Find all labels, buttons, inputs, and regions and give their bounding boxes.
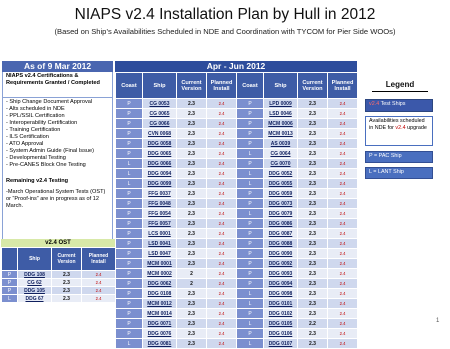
current-version-cell: 2.3 (177, 149, 207, 159)
current-version-cell: 2.3 (177, 259, 207, 269)
coast-cell: L (116, 339, 143, 349)
planned-install-cell: 2.4 (328, 269, 358, 279)
coast-cell: P (237, 199, 264, 209)
planned-install-cell: 2.4 (207, 219, 237, 229)
planned-install-cell: 2.4 (82, 271, 116, 279)
coast-cell: L (237, 289, 264, 299)
schedule-row (116, 249, 358, 259)
coast-cell: P (237, 309, 264, 319)
planned-install-cell: 2.4 (328, 229, 358, 239)
schedule-row (116, 299, 358, 309)
planned-install-cell: 2.4 (328, 219, 358, 229)
coast-cell: P (237, 219, 264, 229)
page-number: 1 (436, 318, 440, 324)
ship-cell[interactable]: DDG 0092 (264, 259, 298, 269)
ost-table (1, 247, 116, 303)
current-version-cell: 2.3 (177, 189, 207, 199)
current-version-cell: 2.3 (177, 209, 207, 219)
planned-install-cell: 2.4 (328, 179, 358, 189)
ship-cell[interactable]: DDG 0058 (143, 139, 177, 149)
schedule-column-header: Coast (116, 73, 143, 99)
coast-cell: P (116, 129, 143, 139)
current-version-cell: 2.3 (298, 129, 328, 139)
current-version-cell: 2.3 (298, 289, 328, 299)
ship-cell: DDG 105 (18, 287, 52, 295)
legend-avail-text-a: Availabilities scheduled in NDE for (369, 118, 425, 131)
planned-install-cell: 2.4 (328, 209, 358, 219)
schedule-row (116, 239, 358, 249)
ost-row (2, 295, 116, 303)
planned-install-cell: 2.4 (328, 249, 358, 259)
schedule-row (116, 179, 358, 189)
current-version-cell: 2.3 (298, 269, 328, 279)
schedule-row (116, 129, 358, 139)
current-version-cell: 2 (177, 279, 207, 289)
ost-row (2, 271, 116, 279)
coast-cell: P (116, 259, 143, 269)
coast-cell: P (116, 269, 143, 279)
schedule-column-header: Current Version (298, 73, 328, 99)
certification-item: - Developmental Testing (6, 155, 66, 161)
planned-install-cell: 2.4 (328, 139, 358, 149)
ship-cell[interactable]: DDG 0094 (143, 169, 177, 179)
status-panel (2, 61, 113, 265)
planned-install-cell: 2.4 (207, 189, 237, 199)
coast-cell: P (116, 239, 143, 249)
ship-cell[interactable]: DDG 0106 (264, 329, 298, 339)
ship-cell[interactable]: CG 0066 (143, 119, 177, 129)
ship-cell[interactable]: DDG 0071 (143, 319, 177, 329)
coast-cell: P (116, 299, 143, 309)
current-version-cell: 2.3 (177, 129, 207, 139)
ship-cell[interactable]: LSD 0046 (264, 109, 298, 119)
current-version-cell: 2.3 (298, 299, 328, 309)
planned-install-cell: 2.4 (207, 269, 237, 279)
planned-install-cell: 2.4 (328, 169, 358, 179)
certification-item: - Alts scheduled in NDE (6, 106, 65, 112)
planned-install-cell: 2.4 (328, 339, 358, 349)
planned-install-cell: 2.4 (207, 239, 237, 249)
ship-cell[interactable]: CG 0064 (264, 149, 298, 159)
ship-cell[interactable]: DDG 0087 (264, 229, 298, 239)
status-date-header: As of 9 Mar 2012 (2, 61, 113, 72)
coast-cell: L (116, 169, 143, 179)
coast-cell: P (237, 129, 264, 139)
schedule-row (116, 289, 358, 299)
current-version-cell: 2.3 (177, 119, 207, 129)
ship-cell[interactable]: FFG 0037 (143, 189, 177, 199)
schedule-row (116, 119, 358, 129)
ship-cell: DDG 67 (18, 295, 52, 303)
schedule-row (116, 189, 358, 199)
coast-cell: P (2, 271, 18, 279)
coast-cell: L (237, 299, 264, 309)
ship-cell[interactable]: FFG 0048 (143, 199, 177, 209)
current-version-cell: 2.3 (52, 295, 82, 303)
page-subtitle: (Based on Ship’s Availabilities Scheduled in NDE and Coordination with TYCOM for Pier Side WOOs) (54, 27, 396, 36)
planned-install-cell: 2.4 (207, 319, 237, 329)
ship-cell[interactable]: DDG 0079 (264, 209, 298, 219)
coast-cell: L (237, 209, 264, 219)
planned-install-cell: 2.4 (207, 99, 237, 109)
ship-cell[interactable]: DDG 0086 (264, 219, 298, 229)
certification-item: - System Admin Guide (Final Issue) (6, 148, 94, 154)
ost-column-header: Current Version (52, 248, 82, 271)
planned-install-cell: 2.4 (207, 179, 237, 189)
planned-install-cell: 2.4 (207, 259, 237, 269)
ship-cell[interactable]: FFG 0054 (143, 209, 177, 219)
certification-item: - Training Certification (6, 127, 61, 133)
coast-cell: P (2, 287, 18, 295)
coast-cell: P (237, 159, 264, 169)
coast-cell: L (116, 179, 143, 189)
current-version-cell: 2.3 (298, 159, 328, 169)
legend-title: Legend (385, 80, 415, 89)
current-version-cell: 2.3 (298, 209, 328, 219)
remaining-testing-text: -March Operational System Tests (OST) or “Proof-ins” are in progress as of 12 March. (6, 189, 106, 209)
current-version-cell: 2.3 (177, 229, 207, 239)
planned-install-cell: 2.4 (207, 149, 237, 159)
ost-header: v2.4 OST (1, 239, 115, 247)
coast-cell: L (237, 179, 264, 189)
coast-cell: L (116, 159, 143, 169)
planned-install-cell: 2.4 (207, 299, 237, 309)
ship-cell[interactable]: LCS 0001 (143, 229, 177, 239)
planned-install-cell: 2.4 (207, 119, 237, 129)
coast-cell: P (237, 99, 264, 109)
planned-install-cell: 2.4 (328, 149, 358, 159)
current-version-cell: 2.3 (298, 279, 328, 289)
coast-cell: P (237, 109, 264, 119)
coast-cell: P (116, 219, 143, 229)
ship-cell: CG 62 (18, 279, 52, 287)
ship-cell: DDG 108 (18, 271, 52, 279)
ost-column-header (2, 248, 18, 271)
legend-test-ships-version: v2.4 (369, 101, 380, 107)
coast-cell: P (116, 229, 143, 239)
planned-install-cell: 2.4 (207, 279, 237, 289)
ship-cell[interactable]: DDG 0066 (143, 159, 177, 169)
planned-install-cell: 2.4 (207, 329, 237, 339)
remaining-testing-title: Remaining v2.4 Testing (6, 178, 69, 184)
coast-cell: P (237, 229, 264, 239)
ship-cell[interactable]: DDG 0093 (264, 269, 298, 279)
ship-cell[interactable]: DDG 0076 (143, 329, 177, 339)
legend-avail-text-b: upgrade (405, 124, 427, 131)
schedule-row (116, 339, 358, 349)
planned-install-cell: 2.4 (328, 279, 358, 289)
current-version-cell: 2.3 (52, 271, 82, 279)
ship-cell[interactable]: LSD 0047 (143, 249, 177, 259)
schedule-column-header: Ship (143, 73, 177, 99)
planned-install-cell: 2.4 (328, 99, 358, 109)
legend-test-ships-label: Test Ships (379, 101, 406, 107)
planned-install-cell: 2.4 (207, 229, 237, 239)
planned-install-cell: 2.4 (207, 139, 237, 149)
planned-install-cell: 2.4 (328, 199, 358, 209)
schedule-column-header: Coast (237, 73, 264, 99)
ship-cell[interactable]: DDG 0081 (143, 339, 177, 349)
coast-cell: P (237, 119, 264, 129)
certification-item: - Pre-CANES Block One Testing (6, 162, 86, 168)
current-version-cell: 2.3 (52, 287, 82, 295)
ost-panel (1, 239, 115, 303)
current-version-cell: 2.3 (177, 319, 207, 329)
legend-availabilities (365, 116, 433, 146)
coast-cell: P (116, 209, 143, 219)
coast-cell: P (237, 139, 264, 149)
planned-install-cell: 2.4 (328, 129, 358, 139)
current-version-cell: 2 (177, 269, 207, 279)
ship-cell[interactable]: CG 0065 (143, 109, 177, 119)
legend-underline (372, 91, 428, 92)
certification-item: - PPL/SSIL Certification (6, 113, 65, 119)
ship-cell[interactable]: DDG 0090 (264, 249, 298, 259)
coast-cell: P (237, 279, 264, 289)
schedule-period-header: Apr - Jun 2012 (115, 61, 357, 72)
current-version-cell: 2.3 (52, 279, 82, 287)
planned-install-cell: 2.4 (207, 249, 237, 259)
coast-cell: P (116, 249, 143, 259)
ship-cell[interactable]: MCM 0014 (143, 309, 177, 319)
certification-item: - ILS Certification (6, 134, 49, 140)
ship-cell[interactable]: MCM 0012 (143, 299, 177, 309)
install-table (115, 72, 358, 349)
ship-cell[interactable]: DDG 0102 (264, 309, 298, 319)
coast-cell: P (116, 289, 143, 299)
current-version-cell: 2.3 (298, 199, 328, 209)
schedule-row (116, 259, 358, 269)
coast-cell: P (116, 99, 143, 109)
planned-install-cell: 2.4 (82, 295, 116, 303)
ship-cell[interactable]: LPD 0009 (264, 99, 298, 109)
schedule-row (116, 279, 358, 289)
planned-install-cell: 2.4 (207, 159, 237, 169)
schedule-row (116, 269, 358, 279)
current-version-cell: 2.3 (298, 149, 328, 159)
coast-cell: P (116, 319, 143, 329)
current-version-cell: 2.3 (177, 249, 207, 259)
schedule-row (116, 319, 358, 329)
planned-install-cell: 2.4 (328, 319, 358, 329)
current-version-cell: 2.3 (298, 219, 328, 229)
coast-cell: P (116, 109, 143, 119)
schedule-row (116, 199, 358, 209)
planned-install-cell: 2.4 (328, 119, 358, 129)
certification-item: - Interoperability Certification (6, 120, 78, 126)
current-version-cell: 2.3 (177, 219, 207, 229)
ship-cell[interactable]: CVN 0068 (143, 129, 177, 139)
ship-cell[interactable]: CG 0070 (264, 159, 298, 169)
current-version-cell: 2.3 (298, 139, 328, 149)
schedule-row (116, 139, 358, 149)
ship-cell[interactable]: MCM 0002 (143, 269, 177, 279)
legend-lant-ship: L = LANT Ship (365, 167, 433, 179)
schedule-row (116, 109, 358, 119)
schedule-column-header: Planned Install (207, 73, 237, 99)
planned-install-cell: 2.4 (207, 209, 237, 219)
schedule-column-header: Planned Install (328, 73, 358, 99)
ship-cell[interactable]: DDG 0105 (264, 319, 298, 329)
current-version-cell: 2.3 (177, 289, 207, 299)
ship-cell[interactable]: DDG 0052 (264, 169, 298, 179)
legend-avail-version: v2.4 (395, 124, 406, 131)
ship-cell[interactable]: MCM 0001 (143, 259, 177, 269)
current-version-cell: 2.3 (177, 109, 207, 119)
certifications-list (6, 99, 109, 169)
planned-install-cell: 2.4 (82, 279, 116, 287)
coast-cell: L (2, 295, 18, 303)
ship-cell[interactable]: DDG 0059 (264, 189, 298, 199)
current-version-cell: 2.3 (177, 99, 207, 109)
current-version-cell: 2.3 (298, 99, 328, 109)
ship-cell[interactable]: CG 0053 (143, 99, 177, 109)
current-version-cell: 2.3 (298, 249, 328, 259)
coast-cell: P (237, 239, 264, 249)
current-version-cell: 2.3 (298, 339, 328, 349)
planned-install-cell: 2.4 (207, 309, 237, 319)
ost-column-header: Planned Install (82, 248, 116, 271)
current-version-cell: 2.3 (177, 139, 207, 149)
coast-cell: P (2, 279, 18, 287)
ost-column-header: Ship (18, 248, 52, 271)
current-version-cell: 2.3 (177, 169, 207, 179)
coast-cell: L (237, 149, 264, 159)
schedule-column-header: Ship (264, 73, 298, 99)
ship-cell[interactable]: DDG 0098 (264, 289, 298, 299)
current-version-cell: 2.3 (298, 259, 328, 269)
schedule-column-header: Current Version (177, 73, 207, 99)
coast-cell: P (237, 269, 264, 279)
ship-cell[interactable]: DDG 0107 (264, 339, 298, 349)
legend-test-ships (365, 99, 433, 112)
coast-cell: P (116, 189, 143, 199)
planned-install-cell: 2.4 (207, 109, 237, 119)
certification-item: - ATO Approval (6, 141, 44, 147)
planned-install-cell: 2.4 (207, 169, 237, 179)
ship-cell[interactable]: MCM 0006 (264, 119, 298, 129)
planned-install-cell: 2.4 (328, 329, 358, 339)
coast-cell: L (237, 169, 264, 179)
planned-install-cell: 2.4 (328, 299, 358, 309)
planned-install-cell: 2.4 (328, 289, 358, 299)
planned-install-cell: 2.4 (328, 239, 358, 249)
current-version-cell: 2.3 (177, 309, 207, 319)
ship-cell[interactable]: DDG 0088 (264, 239, 298, 249)
current-version-cell: 2.3 (298, 169, 328, 179)
planned-install-cell: 2.4 (328, 159, 358, 169)
schedule-row (116, 149, 358, 159)
ship-cell[interactable]: DDG 0108 (143, 289, 177, 299)
ship-cell[interactable]: DDG 0099 (143, 179, 177, 189)
ship-cell[interactable]: DDG 0073 (264, 199, 298, 209)
schedule-row (116, 219, 358, 229)
planned-install-cell: 2.4 (328, 189, 358, 199)
schedule-row (116, 229, 358, 239)
current-version-cell: 2.3 (298, 229, 328, 239)
coast-cell: P (116, 309, 143, 319)
ship-cell[interactable]: DDG 0065 (143, 149, 177, 159)
coast-cell: P (237, 329, 264, 339)
ship-cell[interactable]: FFG 0057 (143, 219, 177, 229)
current-version-cell: 2.3 (177, 179, 207, 189)
ship-cell[interactable]: DDG 0101 (264, 299, 298, 309)
current-version-cell: 2.2 (298, 319, 328, 329)
schedule-row (116, 329, 358, 339)
current-version-cell: 2.3 (298, 109, 328, 119)
coast-cell: L (237, 339, 264, 349)
current-version-cell: 2.3 (298, 239, 328, 249)
coast-cell: P (116, 279, 143, 289)
legend-pac-ship: P = PAC Ship (365, 151, 433, 163)
ship-cell[interactable]: DDG 0094 (264, 279, 298, 289)
coast-cell: P (116, 119, 143, 129)
coast-cell: P (116, 329, 143, 339)
planned-install-cell: 2.4 (82, 287, 116, 295)
install-schedule (115, 61, 357, 349)
schedule-row (116, 169, 358, 179)
coast-cell: P (237, 259, 264, 269)
ost-row (2, 279, 116, 287)
current-version-cell: 2.3 (177, 299, 207, 309)
schedule-row (116, 309, 358, 319)
current-version-cell: 2.3 (298, 329, 328, 339)
coast-cell: P (116, 199, 143, 209)
planned-install-cell: 2.4 (328, 259, 358, 269)
ship-cell[interactable]: LSD 0041 (143, 239, 177, 249)
ship-cell[interactable]: MCM 0013 (264, 129, 298, 139)
coast-cell: P (116, 139, 143, 149)
page-title: NIAPS v2.4 Installation Plan by Hull in 2012 (74, 6, 376, 23)
current-version-cell: 2.3 (298, 309, 328, 319)
certification-item: - Ship Change Document Approval (6, 99, 93, 105)
schedule-row (116, 159, 358, 169)
current-version-cell: 2.3 (177, 329, 207, 339)
current-version-cell: 2.3 (177, 239, 207, 249)
ship-cell[interactable]: DDG 0062 (143, 279, 177, 289)
planned-install-cell: 2.4 (207, 339, 237, 349)
current-version-cell: 2.3 (298, 189, 328, 199)
planned-install-cell: 2.4 (328, 109, 358, 119)
ship-cell[interactable]: DDG 0055 (264, 179, 298, 189)
schedule-row (116, 99, 358, 109)
coast-cell: P (237, 189, 264, 199)
current-version-cell: 2.3 (298, 119, 328, 129)
coast-cell: P (116, 149, 143, 159)
planned-install-cell: 2.4 (328, 309, 358, 319)
current-version-cell: 2.3 (177, 339, 207, 349)
current-version-cell: 2.3 (177, 159, 207, 169)
planned-install-cell: 2.4 (207, 199, 237, 209)
coast-cell: L (237, 319, 264, 329)
planned-install-cell: 2.4 (207, 289, 237, 299)
coast-cell: P (237, 249, 264, 259)
ship-cell[interactable]: AS 0039 (264, 139, 298, 149)
schedule-row (116, 209, 358, 219)
planned-install-cell: 2.4 (207, 129, 237, 139)
certifications-title: NIAPS v2.4 Certifications & Requirements Granted / Completed (2, 72, 113, 98)
current-version-cell: 2.3 (298, 179, 328, 189)
current-version-cell: 2.3 (177, 199, 207, 209)
ost-row (2, 287, 116, 295)
